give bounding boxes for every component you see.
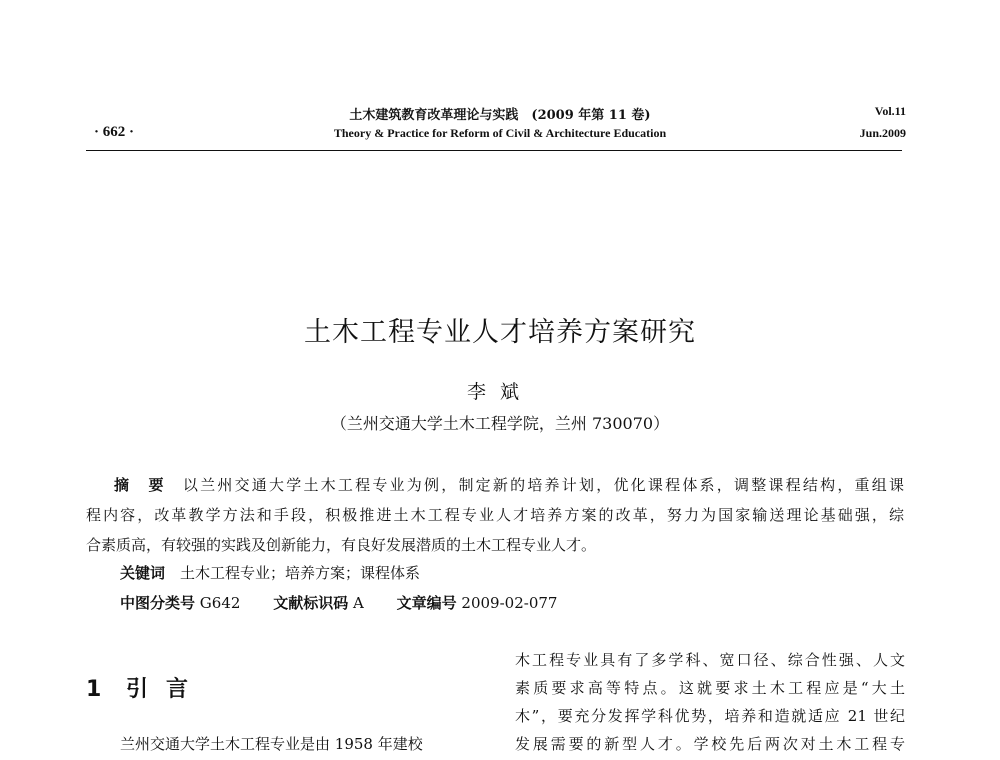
right-column-line-4: 发展需要的新型人才。学校先后两次对土木工程专 xyxy=(515,735,905,753)
article-number-value: 2009-02-077 xyxy=(461,594,558,612)
keywords-label: 关键词 xyxy=(120,564,166,582)
article-title: 土木工程专业人才培养方案研究 xyxy=(304,317,696,348)
header-rule xyxy=(86,150,902,151)
volume-number: Vol.11 xyxy=(874,104,906,118)
abstract-label: 摘 要 xyxy=(114,476,166,494)
clc-value: G642 xyxy=(199,594,241,612)
keywords-line xyxy=(120,562,420,583)
abstract-line-2: 程内容，改革教学方法和手段，积极推进土木工程专业人才培养方案的改革，努力为国家输送理论基础强，综 xyxy=(86,506,904,524)
author-affiliation: （兰州交通大学土木工程学院，兰州 730070） xyxy=(330,414,670,433)
article-number-label: 文章编号 xyxy=(396,594,457,612)
section-heading xyxy=(86,672,206,703)
doc-code-value: A xyxy=(353,594,364,612)
section-number: 1 xyxy=(86,677,102,702)
right-column-line-2: 素质要求高等特点。这就要求土木工程应是“大土 xyxy=(515,679,905,697)
abstract-line-1 xyxy=(86,470,904,500)
body-left-line-1: 兰州交通大学土木工程专业是由 1958 年建校 xyxy=(120,735,423,753)
journal-title-chinese: 土木建筑教育改革理论与实践 (2009 年第 11 卷) xyxy=(349,108,651,123)
page-number: · 662 · xyxy=(94,124,135,140)
doc-code-label: 文献标识码 xyxy=(273,594,349,612)
keywords-value: 土木工程专业；培养方案；课程体系 xyxy=(180,564,421,582)
abstract-text-1: 以兰州交通大学土木工程专业为例，制定新的培养计划，优化课程体系，调整课程结构，重组课 xyxy=(182,476,904,494)
right-column xyxy=(515,646,905,758)
journal-title-english: Theory & Practice for Reform of Civil & Architecture Education xyxy=(333,126,667,140)
classification-line xyxy=(120,592,557,613)
clc-label: 中图分类号 xyxy=(120,594,196,612)
section-title: 引言 xyxy=(126,677,207,702)
right-column-line-3: 木”，要充分发挥学科优势，培养和造就适应 21 世纪 xyxy=(515,707,905,725)
author-name: 李斌 xyxy=(466,381,533,403)
issue-date: Jun.2009 xyxy=(859,126,906,140)
abstract-line-3: 合素质高，有较强的实践及创新能力，有良好发展潜质的土木工程专业人才。 xyxy=(86,536,597,554)
right-column-line-1: 木工程专业具有了多学科、宽口径、综合性强、人文 xyxy=(515,651,905,669)
